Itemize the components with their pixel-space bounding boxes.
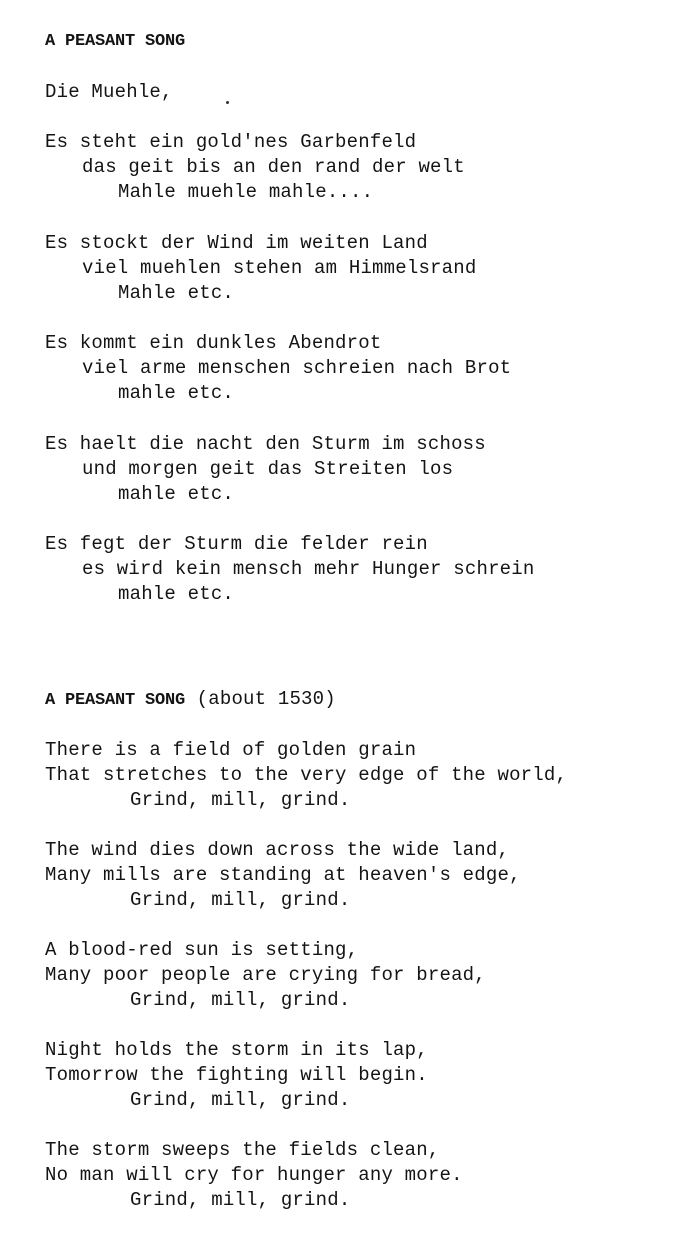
german-subtitle: Die Muehle,	[45, 81, 173, 103]
verse-line: Es steht ein gold'nes Garbenfeld	[45, 131, 417, 153]
verse-line: Es stockt der Wind im weiten Land	[45, 232, 428, 254]
refrain-line: Grind, mill, grind.	[130, 989, 351, 1011]
verse-line: viel muehlen stehen am Himmelsrand	[82, 257, 477, 279]
verse-line: A blood-red sun is setting,	[45, 939, 359, 961]
refrain-line: mahle etc.	[118, 382, 235, 404]
verse-line: Many poor people are crying for bread,	[45, 964, 486, 986]
refrain-line: Grind, mill, grind.	[130, 1189, 351, 1211]
english-title-main: A PEASANT SONG	[45, 691, 186, 710]
verse-line: There is a field of golden grain	[45, 739, 417, 761]
refrain-line: Grind, mill, grind.	[130, 889, 351, 911]
verse-line: das geit bis an den rand der welt	[82, 156, 465, 178]
german-title: A PEASANT SONG	[45, 32, 186, 51]
verse-line: No man will cry for hunger any more.	[45, 1164, 463, 1186]
verse-line: Night holds the storm in its lap,	[45, 1039, 428, 1061]
english-title-note: (about 1530)	[196, 688, 336, 710]
refrain-line: Mahle muehle mahle....	[118, 181, 374, 203]
verse-line: viel arme menschen schreien nach Brot	[82, 357, 512, 379]
verse-line: The storm sweeps the fields clean,	[45, 1139, 440, 1161]
verse-line: Es fegt der Sturm die felder rein	[45, 533, 428, 555]
verse-line: und morgen geit das Streiten los	[82, 458, 454, 480]
verse-line: Es kommt ein dunkles Abendrot	[45, 332, 382, 354]
verse-line: Many mills are standing at heaven's edge,	[45, 864, 521, 886]
refrain-line: Grind, mill, grind.	[130, 789, 351, 811]
verse-line: Tomorrow the fighting will begin.	[45, 1064, 428, 1086]
verse-line: es wird kein mensch mehr Hunger schrein	[82, 558, 535, 580]
refrain-line: Grind, mill, grind.	[130, 1089, 351, 1111]
verse-line: The wind dies down across the wide land,	[45, 839, 510, 861]
verse-line: That stretches to the very edge of the world,	[45, 764, 568, 786]
verse-line: Es haelt die nacht den Sturm im schoss	[45, 433, 486, 455]
refrain-line: mahle etc.	[118, 483, 235, 505]
english-title	[45, 687, 336, 713]
refrain-line: mahle etc.	[118, 583, 235, 605]
stray-dot	[226, 101, 229, 104]
refrain-line: Mahle etc.	[118, 282, 235, 304]
